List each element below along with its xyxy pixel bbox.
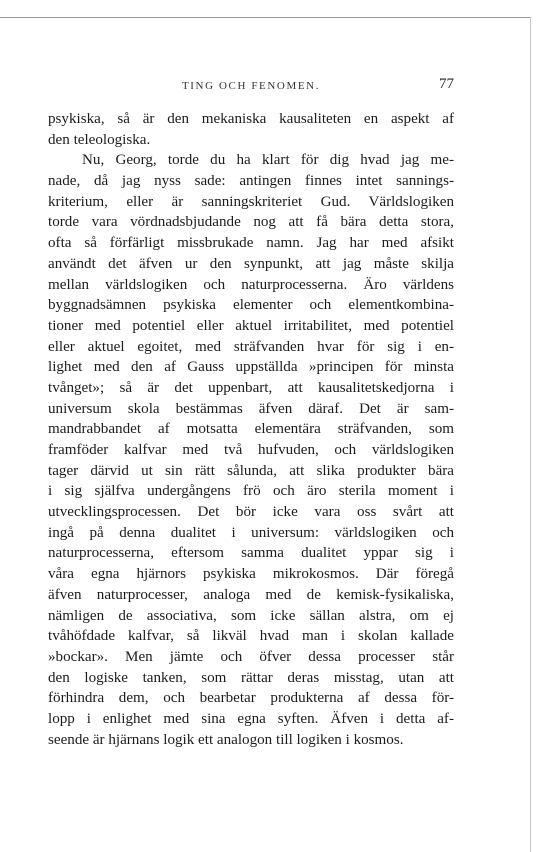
text-line: den teleologiska. — [48, 131, 151, 148]
text-line: lopp i enlighet med sina egna syften. Äfven i detta af- — [48, 710, 454, 727]
body-text — [48, 109, 454, 750]
text-line: psykiska, så är den mekaniska kausaliteten en aspekt af — [48, 111, 454, 127]
text-line: nämligen de associativa, som icke sällan alstra, om ej — [48, 607, 454, 624]
text-line: universum skola bestämmas äfven däraf. Det är sam- — [48, 400, 454, 417]
text-line: utvecklingsprocessen. Det bör icke vara oss svårt att — [48, 504, 454, 521]
text-line: användt det äfven ur den synpunkt, att jag måste skilja — [48, 255, 454, 272]
right-border-line — [530, 17, 531, 852]
text-line: mellan världslogiken och naturprocesserna. Äro världens — [48, 276, 454, 293]
text-line: tager därvid ut sin rätt sålunda, att slika produkter bära — [48, 462, 454, 479]
text-line: våra egna hjärnors psykiska mikrokosmos. Där föregå — [48, 566, 454, 583]
text-line: äfven naturprocesser, analoga med de kemisk-fysikaliska, — [48, 586, 454, 603]
text-line: tioner med potentiel eller aktuel irritabilitet, med potentiel — [48, 317, 454, 334]
text-line: förhindra dem, och bearbetar produkterna af dessa för- — [48, 690, 454, 707]
text-line: naturprocesserna, eftersom samma dualitet yppar sig i — [48, 545, 454, 562]
text-line: »bockar». Men jämte och öfver dessa processer står — [48, 648, 454, 665]
text-line: eller aktuel egoitet, med sträfvanden hvar för sig i en- — [48, 338, 454, 355]
text-line: ingå på denna dualitet i universum: världslogiken och — [48, 524, 454, 541]
text-line: den logiske tanken, som rättar deras misstag, utan att — [48, 669, 454, 686]
text-line: byggnadsämnen psykiska elementer och elementkombina- — [48, 297, 454, 314]
text-line: kriterium, eller är sanningskriteriet Gud. Världslogiken — [48, 193, 454, 210]
text-line: nade, då jag nyss sade: antingen finnes intet sannings- — [48, 173, 454, 190]
text-line: torde vara vördnadsbjudande nog att få bära detta stora, — [48, 214, 454, 231]
text-line: mandrabbandet af motsatta elementära sträfvanden, som — [48, 421, 454, 438]
text-line: ofta så förfärligt missbrukade namn. Jag har med afsikt — [48, 235, 454, 252]
page-number: 77 — [439, 76, 454, 92]
running-title: TING OCH FENOMEN. — [181, 80, 321, 92]
text-line: seende är hjärnans logik ett analogon till logiken i kosmos. — [48, 731, 404, 748]
page-header — [48, 76, 454, 98]
text-line: tvåhöfdade kalfvar, så likväl hvad man i skolan kallade — [48, 628, 454, 645]
text-line: framföder kalfvar med två hufvuden, och världslogiken — [48, 442, 454, 458]
text-line: Nu, Georg, torde du ha klart för dig hvad jag me- — [82, 152, 454, 169]
text-line: i sig själfva undergångens frö och äro sterila moment i — [48, 483, 454, 500]
text-line: tvånget»; så är det uppenbart, att kausalitetskedjorna i — [48, 379, 454, 396]
text-line: lighet med den af Gauss uppställda »principen för minsta — [48, 359, 454, 376]
top-border-line — [0, 17, 530, 18]
